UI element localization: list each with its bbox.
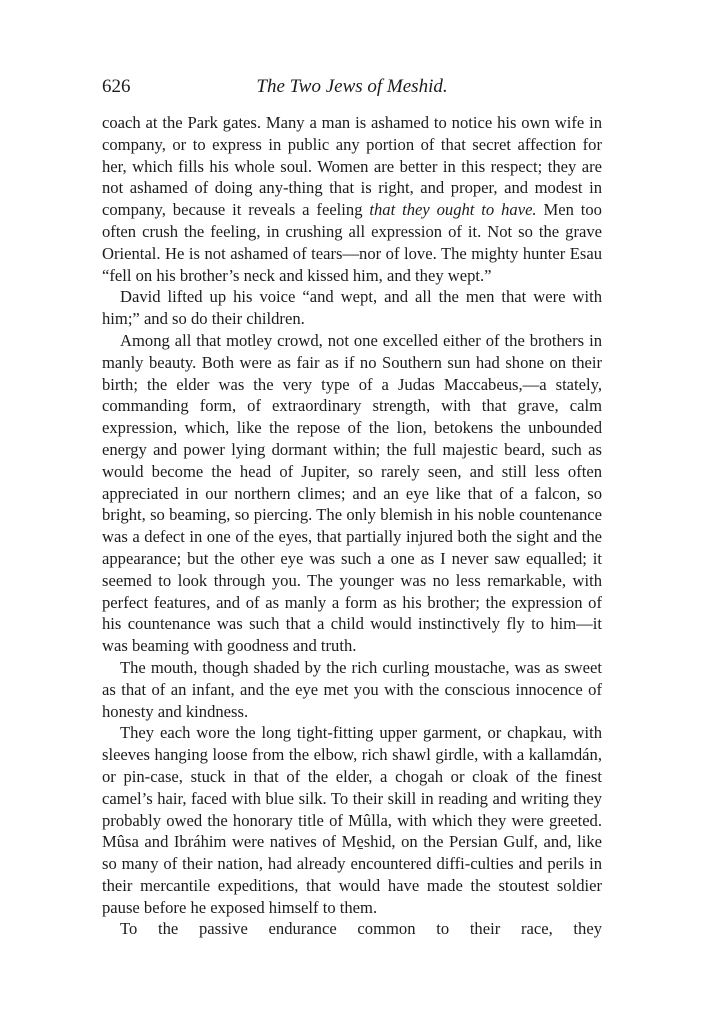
paragraph-1-emphasis: that they ought to have. [369,200,537,220]
body-text [102,112,602,940]
page-number: 626 [102,76,131,97]
paragraph-2: David lifted up his voice “and wept, and all the men that were with him;” and so do their children. [102,287,602,329]
page-header [102,72,602,102]
paragraph-6: To the passive endurance common to their race, they [120,919,602,939]
paragraph-3: Among all that motley crowd, not one excelled either of the brothers in manly beauty. Both were as fair as if no Southern sun had shone on their birth; the elder was the very type of a Judas Maccabeus,—a stately, commanding form, of extraordinary strength, with that grave, calm expression, which, like the repose of the lion, betokens the unbounded energy and power lying dormant within; the full majestic beard, such as would become the head of Jupiter, so rarely seen, and still less often appreciated in our northern climes; and an eye like that of a falcon, so bright, so beaming, so piercing. The only blemish in his noble countenance was a defect in one of the eyes, that partially injured both the sight and the appearance; but the other eye was such a one as I never saw equalled; it seemed to look through you. The younger was no less remarkable, with perfect features, and of as manly a form as his brother; the expression of his countenance was such that a child would instinctively fly to him—it was beaming with goodness and truth. [102,330,602,656]
paragraph-5: They each wore the long tight-fitting upper garment, or chapkau, with sleeves hanging loose from the elbow, rich shawl girdle, with a kallamdán, or pin-case, stuck in that of the elder, a chogah or cloak of the finest camel’s hair, faced with blue silk. To their skill in reading and writing they probably owed the honorary title of Mûlla, with which they were greeted. Mûsa and Ibráhim were natives of Me̱shid, on the Persian Gulf, and, like so many of their nation, had already encountered diffi-culties and perils in their mercantile expeditions, that would have made the stoutest soldier pause before he exposed himself to them. [102,723,602,917]
paragraph-1 [102,112,602,286]
paragraph-1-text-b: Men too often crush the feeling, in crushing all expression of it. Not so the grave Oriental. He is not ashamed of tears—nor of love. The mighty hunter Esau “fell on his brother’s neck and kissed him, and they wept.” [102,200,602,285]
paragraph-4: The mouth, though shaded by the rich curling moustache, was as sweet as that of an infant, and the eye met you with the conscious innocence of honesty and kindness. [102,657,602,721]
running-title: The Two Jews of Meshid. [256,76,448,97]
page [102,72,602,940]
paragraph-1-text-a: coach at the Park gates. Many a man is ashamed to notice his own wife in company, or to express in public any portion of that secret affection for her, which fills his whole soul. Women are better in this respect; they are not ashamed of doing any-thing that is right, and proper, and modest in company, because it reveals a feeling [102,113,602,220]
